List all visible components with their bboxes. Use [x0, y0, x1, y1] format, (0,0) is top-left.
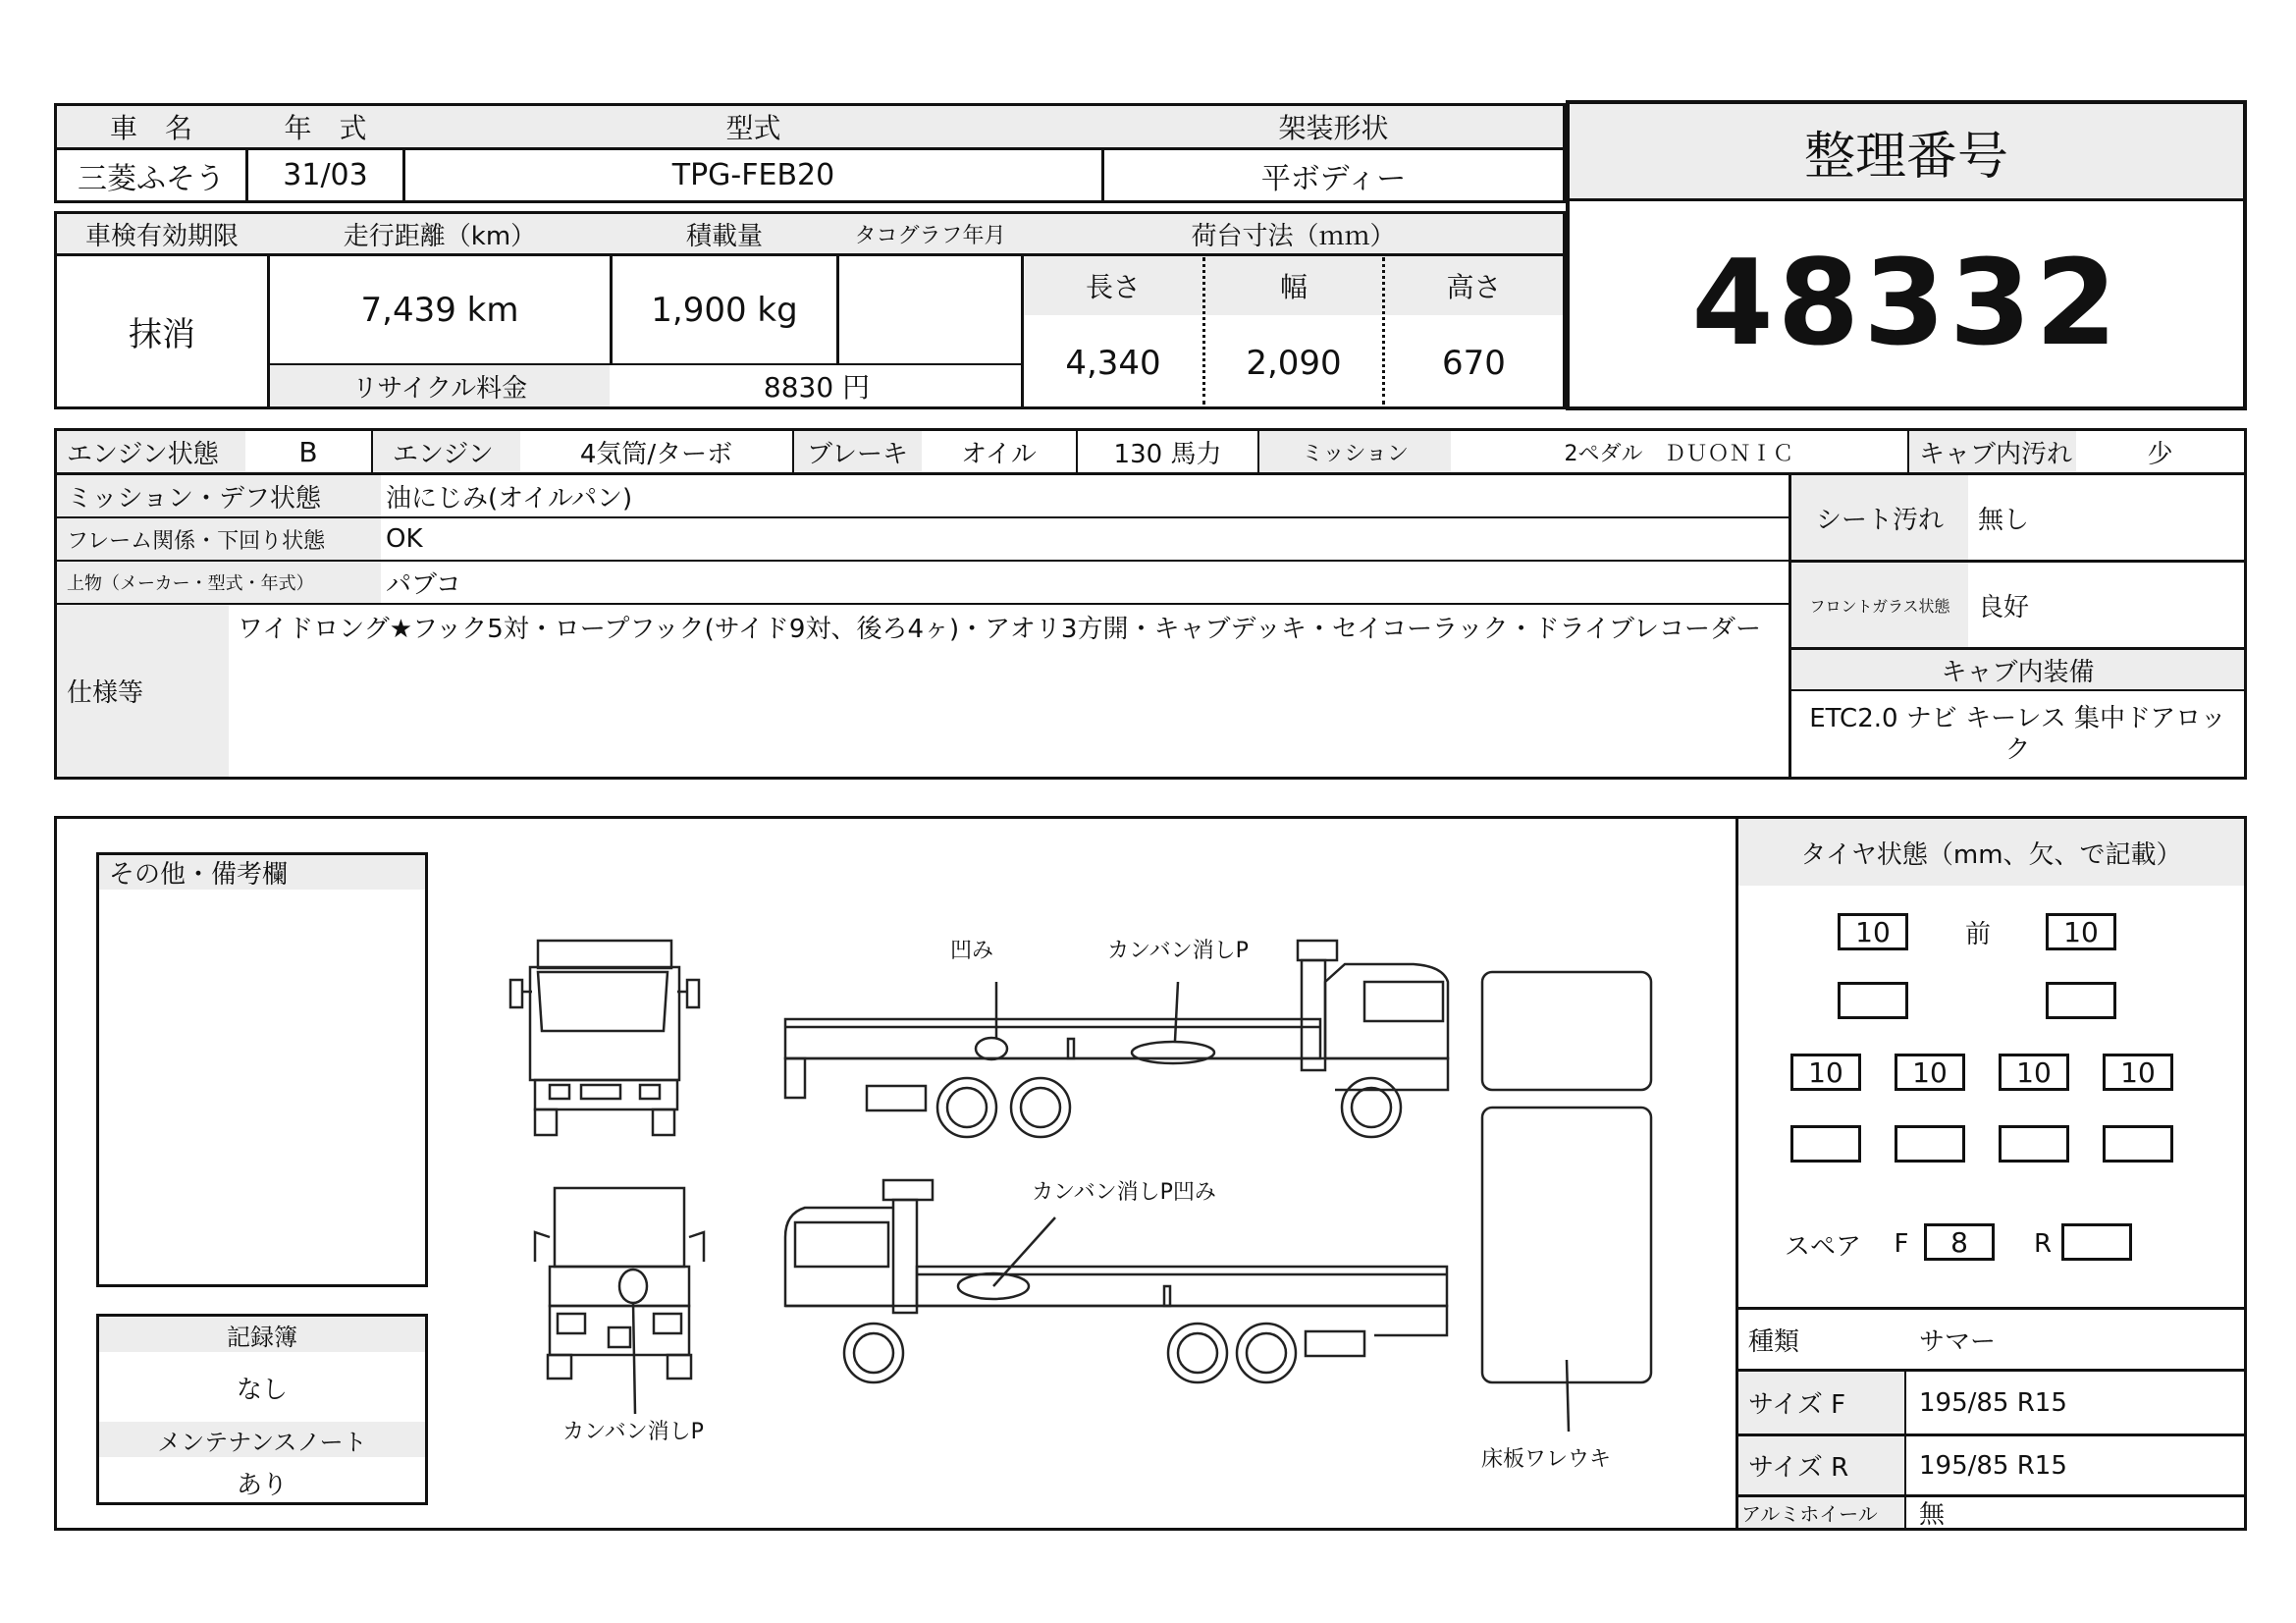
spare-rear [2061, 1223, 2132, 1261]
upper-label: 上物（メーカー・型式・年式） [67, 573, 314, 594]
truck-side-view-top [785, 941, 1448, 1137]
tire-rear-2: 10 [1895, 1054, 1965, 1091]
upper-value: パブコ [386, 569, 461, 600]
tire-rear-3: 10 [1999, 1054, 2069, 1091]
cab-equip-label: キャブ内装備 [1941, 657, 2095, 687]
cab-equip-value: ETC2.0 ナビ キーレス 集中ドアロック [1809, 704, 2226, 765]
alu-wheel-label: アルミホイール [1741, 1502, 1878, 1526]
body-type-label: 架装形状 [1278, 112, 1389, 144]
spare-front: 8 [1924, 1223, 1995, 1261]
mileage-label: 走行距離（km） [343, 221, 537, 251]
tire-rear-1: 10 [1790, 1054, 1861, 1091]
model-label: 型式 [725, 112, 781, 144]
tire-rear-inner-1 [1790, 1125, 1861, 1163]
inspection-label: 車検有効期限 [84, 221, 239, 251]
frame-value: OK [386, 524, 423, 554]
bed-top-view [1482, 972, 1651, 1432]
windshield-value: 良好 [1978, 592, 2030, 622]
tire-front-left: 10 [1838, 913, 1908, 950]
label-dent: 凹み [949, 938, 993, 963]
alu-wheel-value: 無 [1919, 1500, 1946, 1530]
engine-state-value: B [298, 435, 318, 468]
truck-front-view [510, 941, 699, 1135]
tire-front-right: 10 [2046, 913, 2116, 950]
spare-label: スペア [1785, 1231, 1862, 1262]
front-label: 前 [1964, 919, 1991, 949]
inspection-value: 抹消 [129, 315, 195, 354]
brake-label: ブレーキ [807, 439, 908, 469]
mission-label: ミッション [1301, 441, 1410, 466]
tacho-label: タコグラフ年月 [854, 223, 1006, 248]
cab-dirt-value: 少 [2147, 439, 2173, 469]
width-label: 幅 [1279, 271, 1308, 303]
record-label: 記録簿 [227, 1323, 297, 1351]
spec-label: 仕様等 [67, 678, 144, 708]
tire-rear-4: 10 [2103, 1054, 2173, 1091]
ref-number-label: 整理番号 [1803, 127, 2008, 187]
tire-type-value: サマー [1919, 1326, 1997, 1357]
mileage-value: 7,439 km [360, 290, 519, 330]
truck-side-view-bottom [785, 1180, 1447, 1382]
seat-dirt-value: 無し [1978, 505, 2030, 535]
frame-label: フレーム関係・下回り状態 [67, 528, 326, 554]
mission-diff-label: ミッション・デフ状態 [67, 483, 321, 514]
ref-number: 48332 [1691, 236, 2121, 372]
height-label: 高さ [1446, 271, 1502, 303]
remarks-label: その他・備考欄 [109, 860, 289, 890]
spare-r-label: R [2033, 1229, 2053, 1259]
windshield-label: フロントガラス状態 [1809, 596, 1950, 616]
spec-value: ワイドロング★フック5対・ロープフック(サイド9対、後ろ4ヶ)・アオリ3方開・キャブデッキ・セイコーラック・ドライブレコーダー [238, 615, 1761, 644]
height-value: 670 [1442, 343, 1506, 383]
record-value: なし [236, 1375, 288, 1405]
recycle-value: 8830 円 [763, 371, 871, 404]
model-value: TPG-FEB20 [671, 158, 835, 192]
size-front-value: 195/85 R15 [1919, 1387, 2067, 1418]
recycle-label: リサイクル料金 [351, 373, 528, 404]
tire-rear-inner-2 [1895, 1125, 1965, 1163]
size-rear-label: サイズ R [1748, 1453, 1849, 1483]
engine-label: エンジン [393, 439, 494, 469]
tire-front-left-inner [1838, 982, 1908, 1019]
tire-title: タイヤ状態（mm、欠、で記載） [1800, 839, 2182, 870]
car-name: 三菱ふそう [78, 161, 225, 196]
length-label: 長さ [1085, 271, 1141, 303]
capacity-label: 積載量 [685, 221, 763, 251]
engine-value: 4気筒/ターボ [579, 439, 733, 469]
body-type-value: 平ボディー [1260, 161, 1407, 196]
label-kanban-top: カンバン消しP [1107, 938, 1249, 963]
truck-rear-view [535, 1188, 704, 1414]
length-value: 4,340 [1065, 343, 1161, 383]
size-front-label: サイズ F [1748, 1390, 1846, 1420]
mission-value: 2ペダル ＤＵＯＮＩＣ [1564, 441, 1794, 466]
label-kanban-rear: カンバン消しP [562, 1419, 704, 1444]
bed-size-label: 荷台寸法（ｍｍ） [1191, 221, 1396, 251]
mission-diff-value: 油にじみ(オイルパン) [386, 483, 633, 514]
capacity-value: 1,900 kg [651, 290, 798, 330]
label-floor-crack: 床板ワレウキ [1480, 1446, 1611, 1472]
label-kanban-dent: カンバン消しP凹み [1032, 1179, 1216, 1205]
year-label: 年 式 [284, 112, 367, 144]
spare-f-label: F [1894, 1229, 1909, 1259]
tire-rear-inner-4 [2103, 1125, 2173, 1163]
brake-value: オイル [961, 439, 1037, 469]
tire-type-label: 種類 [1748, 1326, 1800, 1357]
car-name-label: 車 名 [109, 112, 192, 144]
tire-front-right-inner [2046, 982, 2116, 1019]
maintenance-value: あり [236, 1470, 288, 1500]
horsepower-value: 130 馬力 [1113, 439, 1222, 469]
width-value: 2,090 [1246, 343, 1342, 383]
year-value: 31/03 [283, 158, 368, 192]
tire-rear-inner-3 [1999, 1125, 2069, 1163]
size-rear-value: 195/85 R15 [1919, 1450, 2067, 1481]
cab-dirt-label: キャブ内汚れ [1919, 439, 2073, 469]
maintenance-label: メンテナンスノート [157, 1428, 367, 1456]
engine-state-label: エンジン状態 [67, 439, 219, 469]
seat-dirt-label: シート汚れ [1815, 505, 1944, 535]
